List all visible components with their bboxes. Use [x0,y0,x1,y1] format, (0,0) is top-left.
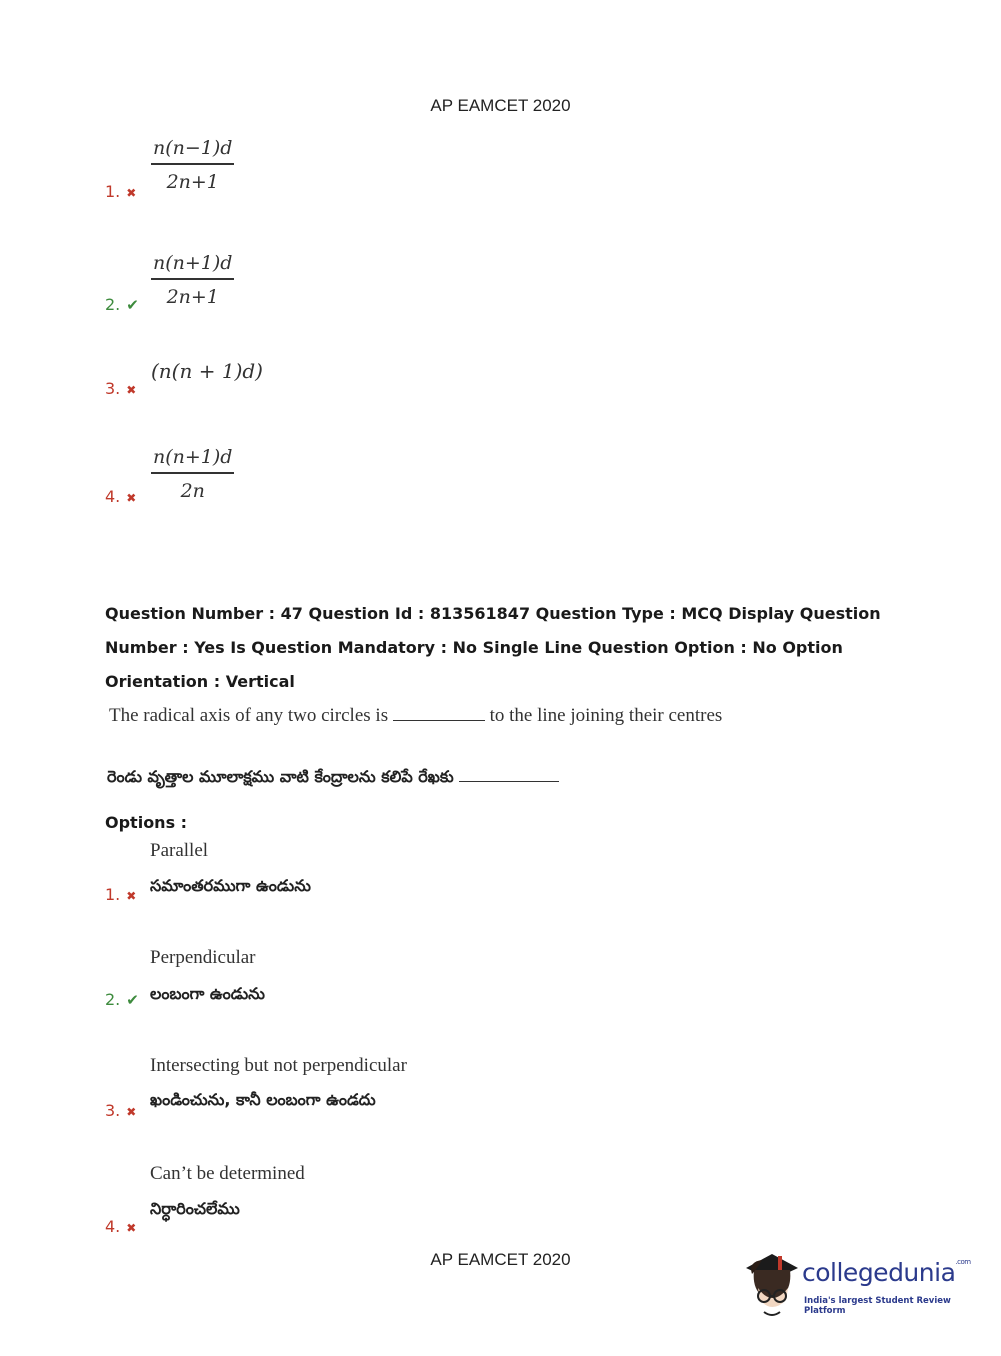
option-2-number [105,990,139,1009]
option-4-telugu: నిర్ధారించలేము [150,1199,240,1218]
denominator: 2n+1 [166,171,219,193]
option-2-expression [151,252,234,308]
answer-blank [459,781,559,782]
option-3-telugu: ఖండించును, కానీ లంబంగా ఉండదు [150,1090,376,1109]
question-telugu-text: రెండు వృత్తాల మూలాక్షము వాటి కేంద్రాలను కలిపే రేఖకు [107,767,454,786]
numerator: n(n+1)d [151,252,234,280]
option-2-number [105,295,139,314]
logo-suffix: .com [955,1258,971,1266]
option-3-number [105,379,136,398]
option-number-text: 1. [105,885,121,904]
option-3-number [105,1101,136,1120]
question-meta-line-1: Question Number : 47 Question Id : 813561847 Question Type : MCQ Display Question [105,604,881,623]
option-4-number [105,1217,136,1236]
option-number-text: 4. [105,1217,121,1236]
option-number-text: 2. [105,990,121,1009]
question-meta-line-3: Orientation : Vertical [105,672,295,691]
numerator: n(n−1)d [151,137,234,165]
cross-icon: ✖ [126,186,137,200]
option-3-expression: (n(n + 1)d) [151,359,263,383]
option-2-english: Perpendicular [150,947,256,968]
question-english-part-1: The radical axis of any two circles is [109,705,389,726]
option-number-text: 3. [105,379,121,398]
option-2-telugu: లంబంగా ఉండును [150,984,265,1003]
student-mascot-icon [742,1248,804,1323]
option-4-expression [151,446,234,502]
option-number-text: 1. [105,182,121,201]
option-1-number [105,182,136,201]
logo-tagline: India's largest Student Review Platform [804,1296,951,1316]
option-1-expression [151,137,234,193]
question-meta-line-2: Number : Yes Is Question Mandatory : No Single Line Question Option : No Option [105,638,843,657]
option-3-english: Intersecting but not perpendicular [150,1055,407,1076]
cross-icon: ✖ [126,383,137,397]
option-number-text: 3. [105,1101,121,1120]
cross-icon: ✖ [126,889,137,903]
page-footer: AP EAMCET 2020 [430,1250,571,1269]
logo-name: collegedunia [802,1258,956,1287]
question-english-part-2: to the line joining their centres [489,705,723,726]
option-number-text: 4. [105,487,121,506]
denominator: 2n+1 [166,286,219,308]
question-english [109,705,722,727]
cross-icon: ✖ [126,1105,137,1119]
option-1-english: Parallel [150,840,209,861]
logo-wordmark [802,1258,971,1287]
check-icon: ✔ [126,296,139,314]
question-telugu [107,767,559,790]
check-icon: ✔ [126,991,139,1009]
answer-blank [393,720,485,721]
numerator: n(n+1)d [151,446,234,474]
option-number-text: 2. [105,295,121,314]
option-1-telugu: సమాంతరముగా ఉండును [150,876,311,895]
option-4-number [105,487,136,506]
denominator: 2n [180,480,205,502]
collegedunia-logo [742,1248,972,1323]
options-label: Options : [105,813,188,832]
cross-icon: ✖ [126,1221,137,1235]
cross-icon: ✖ [126,491,137,505]
option-1-number [105,885,136,904]
option-4-english: Can’t be determined [150,1163,305,1184]
page-header: AP EAMCET 2020 [430,96,571,115]
